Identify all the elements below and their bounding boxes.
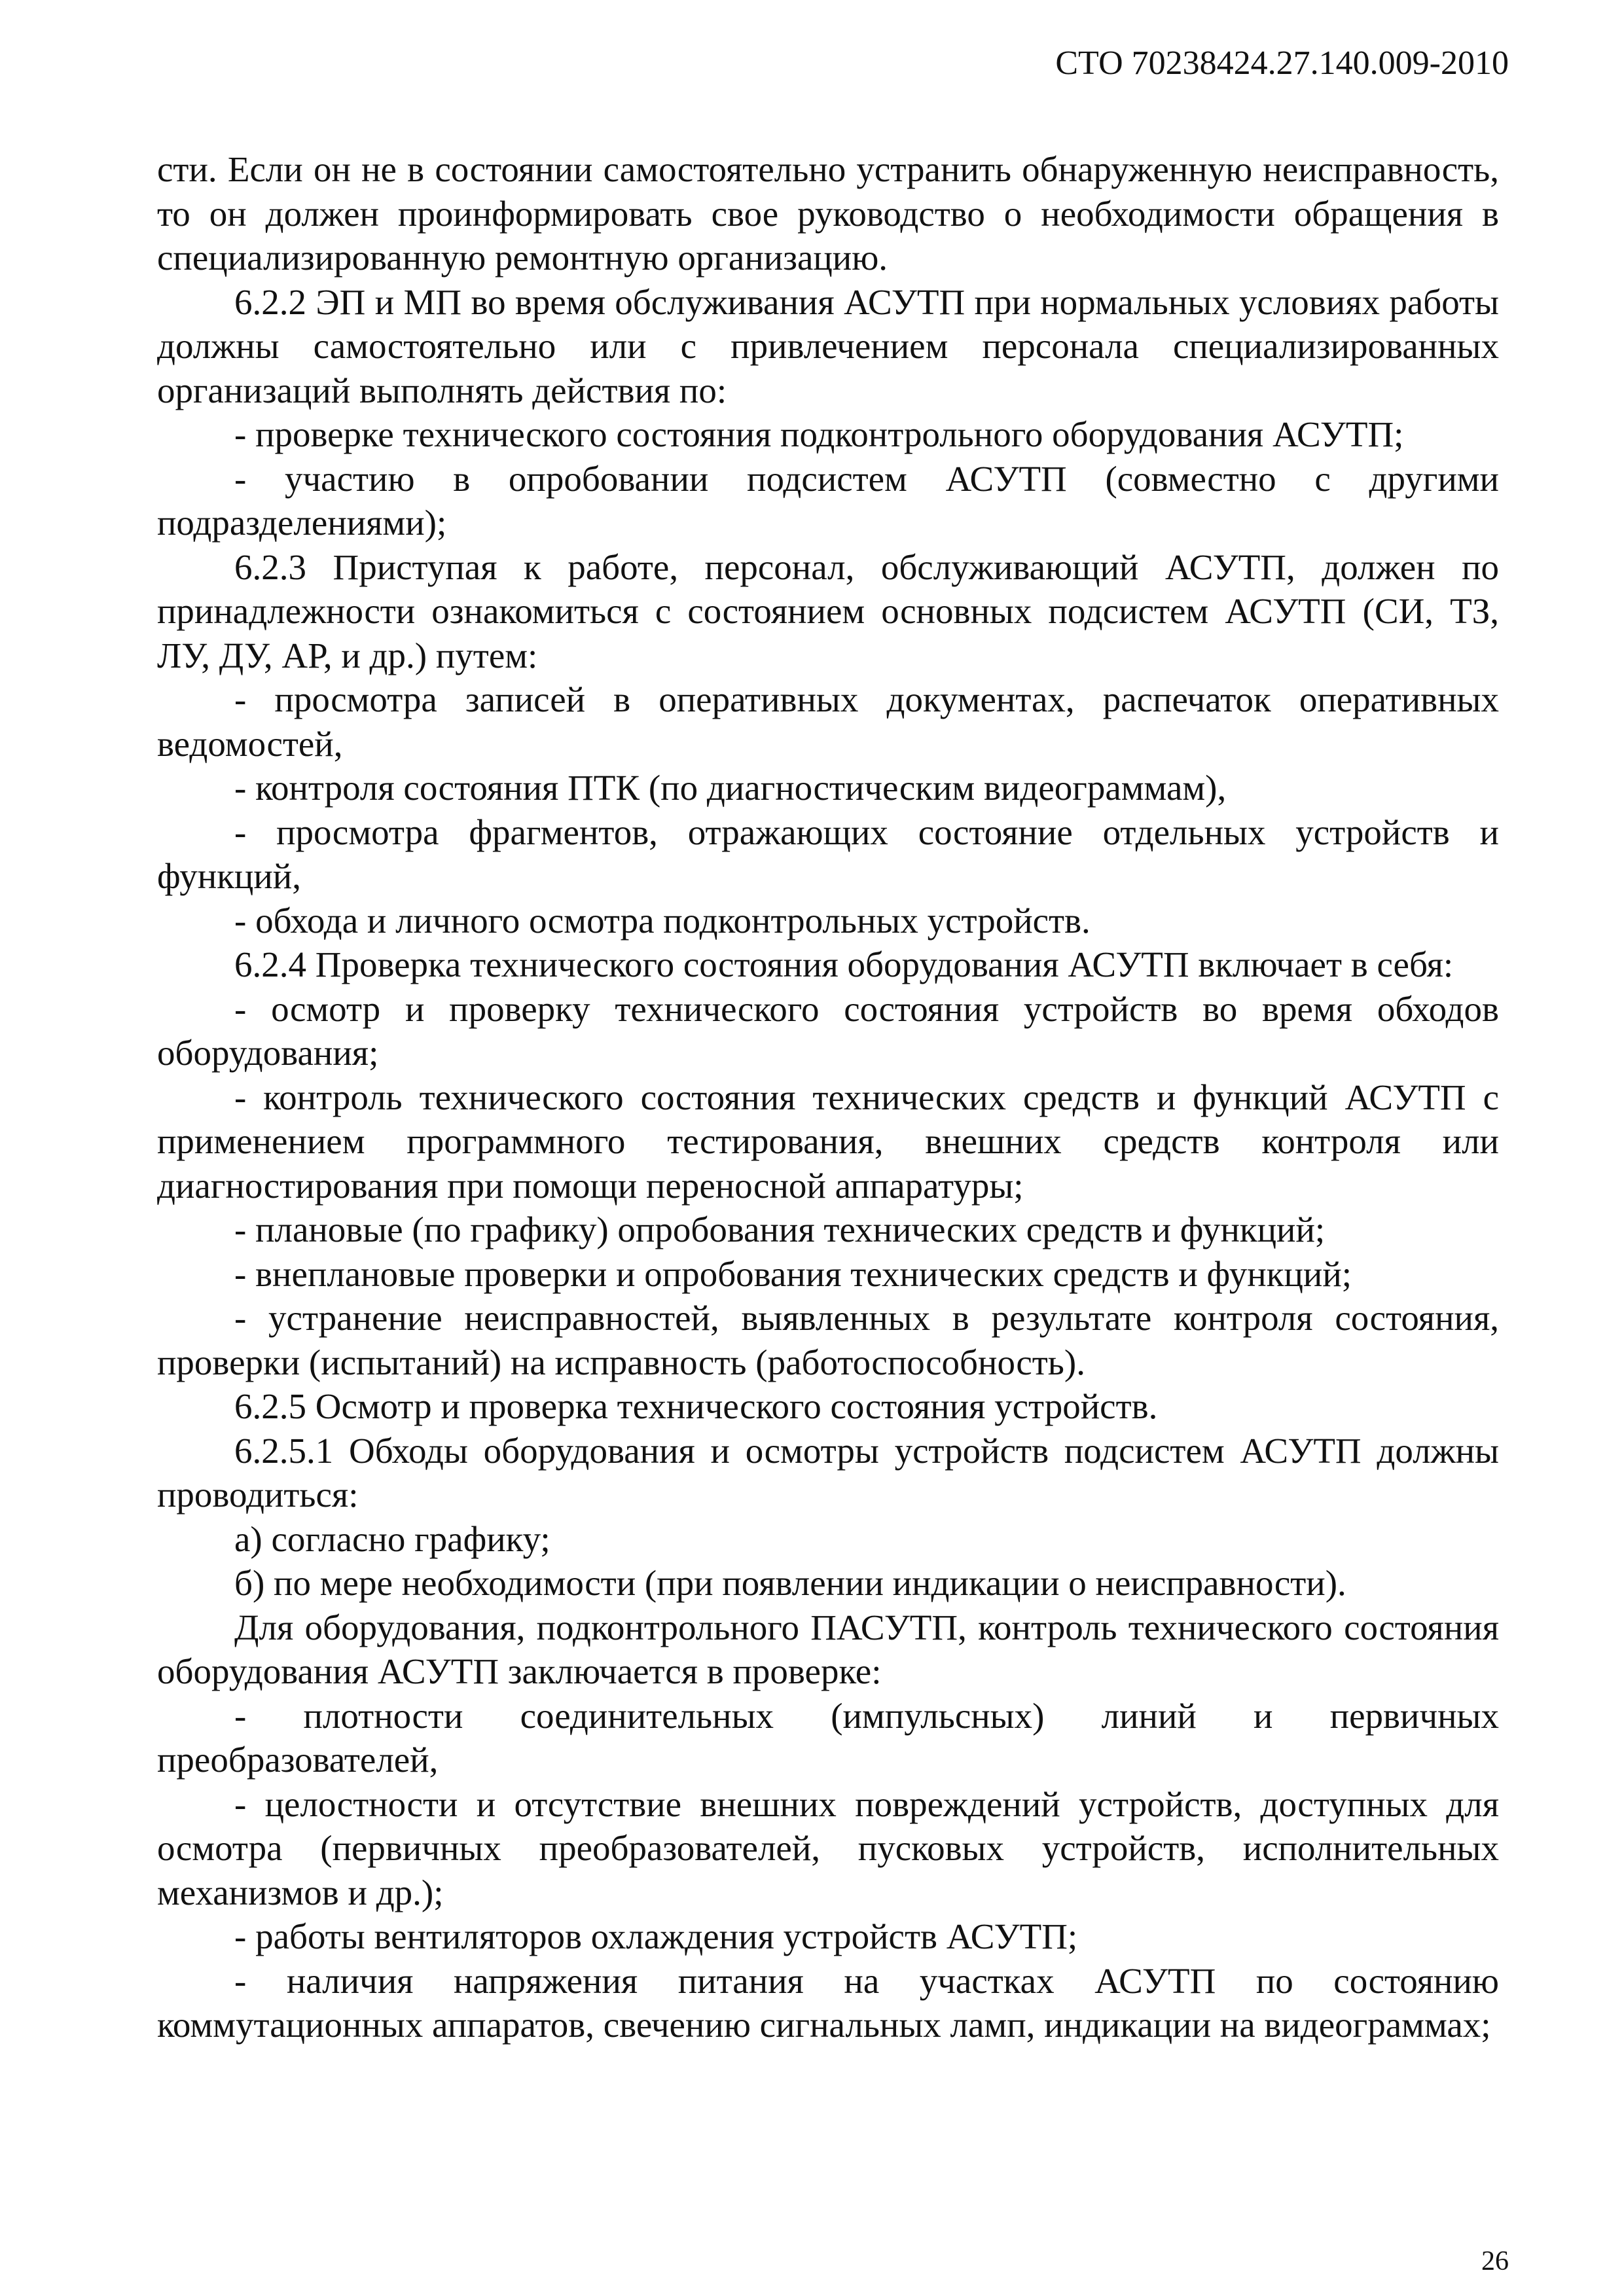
clause-6-2-5: 6.2.5 Осмотр и проверка технического состояния устройств. — [234, 1386, 1158, 1426]
page-number: 26 — [1481, 2246, 1509, 2276]
clause-6-2-3: 6.2.3 Приступая к работе, персонал, обслуживающий АСУТП, должен по принадлежности ознакомиться с состоянием основных подсистем АСУТП (СИ, ТЗ, ЛУ, ДУ, АР, и др.) путем: — [157, 547, 1499, 675]
clause-6-2-2: 6.2.2 ЭП и МП во время обслуживания АСУТП при нормальных условиях работы должны самостоятельно или с привлечением персонала специализированных организаций выполнять действия по: — [157, 281, 1499, 410]
list-item: - контроль технического состояния технических средств и функций АСУТП с применением программного тестирования, внешних средств контроля или диагностирования при помощи переносной аппаратуры; — [157, 1077, 1499, 1206]
clause-6-2-4: 6.2.4 Проверка технического состояния оборудования АСУТП включает в себя: — [234, 944, 1454, 984]
list-item: - внеплановые проверки и опробования технических средств и функций; — [234, 1253, 1352, 1294]
list-item: - обхода и личного осмотра подконтрольных устройств. — [234, 900, 1091, 941]
list-item: а) согласно графику; — [234, 1518, 550, 1559]
document-code-header: СТО 70238424.27.140.009-2010 — [1055, 45, 1509, 82]
list-item: - контроля состояния ПТК (по диагностическим видеограммам), — [234, 768, 1227, 808]
list-item: - просмотра фрагментов, отражающих состояние отдельных устройств и функций, — [157, 812, 1499, 896]
list-item: - устранение неисправностей, выявленных в результате контроля состояния, проверки (испытаний) на исправность (работоспособность). — [157, 1298, 1499, 1382]
list-item: - плотности соединительных (импульсных) линий и первичных преобразователей, — [157, 1695, 1499, 1780]
clause-6-2-5-1: 6.2.5.1 Обходы оборудования и осмотры устройств подсистем АСУТП должны проводиться: — [157, 1430, 1499, 1515]
list-item: - плановые (по графику) опробования технических средств и функций; — [234, 1210, 1326, 1249]
paragraph: Для оборудования, подконтрольного ПАСУТП, контроль технического состояния оборудования АСУТП заключается в проверке: — [157, 1607, 1499, 1691]
list-item: б) по мере необходимости (при появлении индикации о неисправности). — [234, 1563, 1346, 1603]
list-item: - наличия напряжения питания на участках АСУТП по состоянию коммутационных аппаратов, свечению сигнальных ламп, индикации на видеограммах; — [157, 1960, 1499, 2045]
list-item: - просмотра записей в оперативных документах, распечаток оперативных ведомостей, — [157, 679, 1499, 764]
paragraph-continuation: сти. Если он не в состоянии самостоятельно устранить обнаруженную неисправность, то он должен проинформировать свое руководство о необходимости обращения в специализированную ремонтную организацию. — [157, 149, 1499, 278]
list-item: - осмотр и проверку технического состояния устройств во время обходов оборудования; — [157, 988, 1499, 1073]
document-body — [157, 147, 1499, 2047]
list-item: - участию в опробовании подсистем АСУТП (совместно с другими подразделениями); — [157, 458, 1499, 543]
list-item: - проверке технического состояния подконтрольного оборудования АСУТП; — [234, 414, 1404, 454]
list-item: - целостности и отсутствие внешних повреждений устройств, доступных для осмотра (первичных преобразователей, пусковых устройств, исполнительных механизмов и др.); — [157, 1784, 1499, 1912]
list-item: - работы вентиляторов охлаждения устройств АСУТП; — [234, 1916, 1078, 1956]
